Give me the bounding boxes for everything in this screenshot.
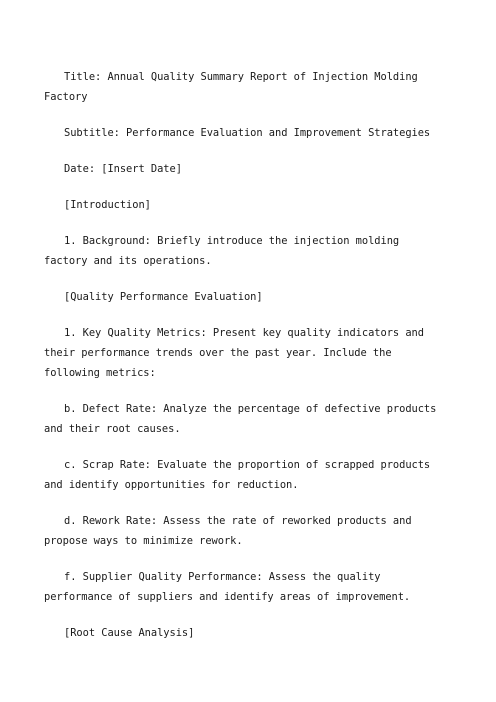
document-subtitle: Subtitle: Performance Evaluation and Improvement Strategies xyxy=(64,127,431,139)
key-quality-metrics-paragraph: 1. Key Quality Metrics: Present key quality indicators and their performance trends over the past year. Include the following metrics: xyxy=(44,327,424,379)
document-title: Title: Annual Quality Summary Report of Injection Molding Factory xyxy=(44,71,418,103)
document-date: Date: [Insert Date] xyxy=(64,163,182,175)
background-paragraph: 1. Background: Briefly introduce the injection molding factory and its operations. xyxy=(44,235,400,267)
scrap-rate-paragraph: c. Scrap Rate: Evaluate the proportion of scrapped products and identify opportunities for reduction. xyxy=(44,459,431,491)
section-heading-introduction: [Introduction] xyxy=(64,199,151,211)
defect-rate-paragraph: b. Defect Rate: Analyze the percentage of defective products and their root causes. xyxy=(44,403,437,435)
section-heading-quality-performance: [Quality Performance Evaluation] xyxy=(64,291,263,303)
supplier-quality-paragraph: f. Supplier Quality Performance: Assess the quality performance of suppliers and identify areas of improvement. xyxy=(44,571,411,603)
section-heading-root-cause: [Root Cause Analysis] xyxy=(64,627,195,639)
rework-rate-paragraph: d. Rework Rate: Assess the rate of reworked products and propose ways to minimize rework. xyxy=(44,515,412,547)
